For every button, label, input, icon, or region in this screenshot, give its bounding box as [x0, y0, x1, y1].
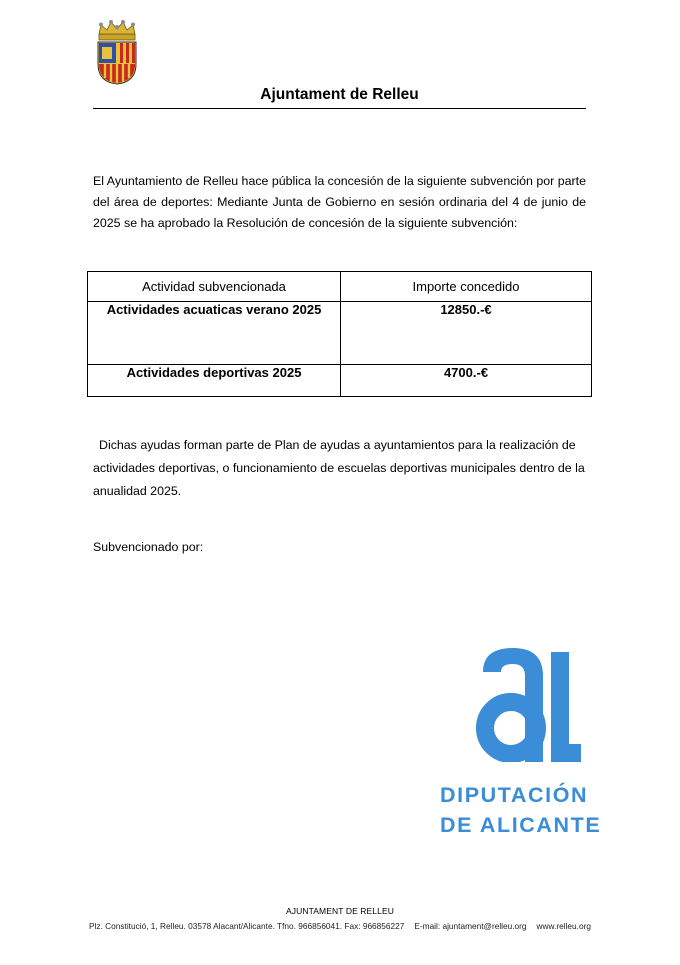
aid-plan-paragraph	[93, 434, 586, 503]
diputacion-logo-icon	[473, 642, 581, 762]
aid-plan-text: Dichas ayudas forman parte de Plan de ayudas a ayuntamientos para la realización de actividades deportivas, o funcionamiento de escuelas deportivas municipales dentro de la anualidad 2025.	[93, 438, 585, 498]
footer-address: Plz. Constitució, 1, Relleu. 03578 Alacant/Alicante. Tfno. 966856041. Fax: 966856227	[89, 921, 405, 931]
table-header-row	[88, 272, 592, 302]
table-row	[88, 365, 592, 397]
footer-email: E-mail: ajuntament@relleu.org	[414, 921, 527, 931]
grants-table	[87, 271, 592, 397]
logo-line-2: DE ALICANTE	[440, 813, 602, 837]
activity-cell: Actividades acuaticas verano 2025	[88, 302, 341, 365]
logo-line-1: DIPUTACIÓN	[440, 783, 589, 807]
footer-web: www.relleu.org	[536, 921, 591, 931]
diputacion-logo-text	[440, 780, 620, 840]
intro-paragraph: El Ayuntamiento de Relleu hace pública la concesión de la siguiente subvención por parte del área de deportes: Mediante Junta de Gobierno en sesión ordinaria del 4 de junio de 2025 se ha aprobado la Resolución de concesión de la siguiente subvención:	[93, 174, 586, 230]
activity-cell: Actividades deportivas 2025	[88, 365, 341, 397]
amount-cell: 12850.-€	[341, 302, 592, 365]
subsidized-by-label: Subvencionado por:	[93, 540, 204, 554]
amount-cell: 4700.-€	[341, 365, 592, 397]
town-crest-icon	[95, 20, 139, 86]
table-row	[88, 302, 592, 365]
page-title: Ajuntament de Relleu	[93, 86, 586, 109]
header-amount: Importe concedido	[341, 272, 592, 302]
footer-organization: AJUNTAMENT DE RELLEU	[286, 906, 394, 916]
footer-contact	[0, 921, 680, 931]
header-activity: Actividad subvencionada	[88, 272, 341, 302]
